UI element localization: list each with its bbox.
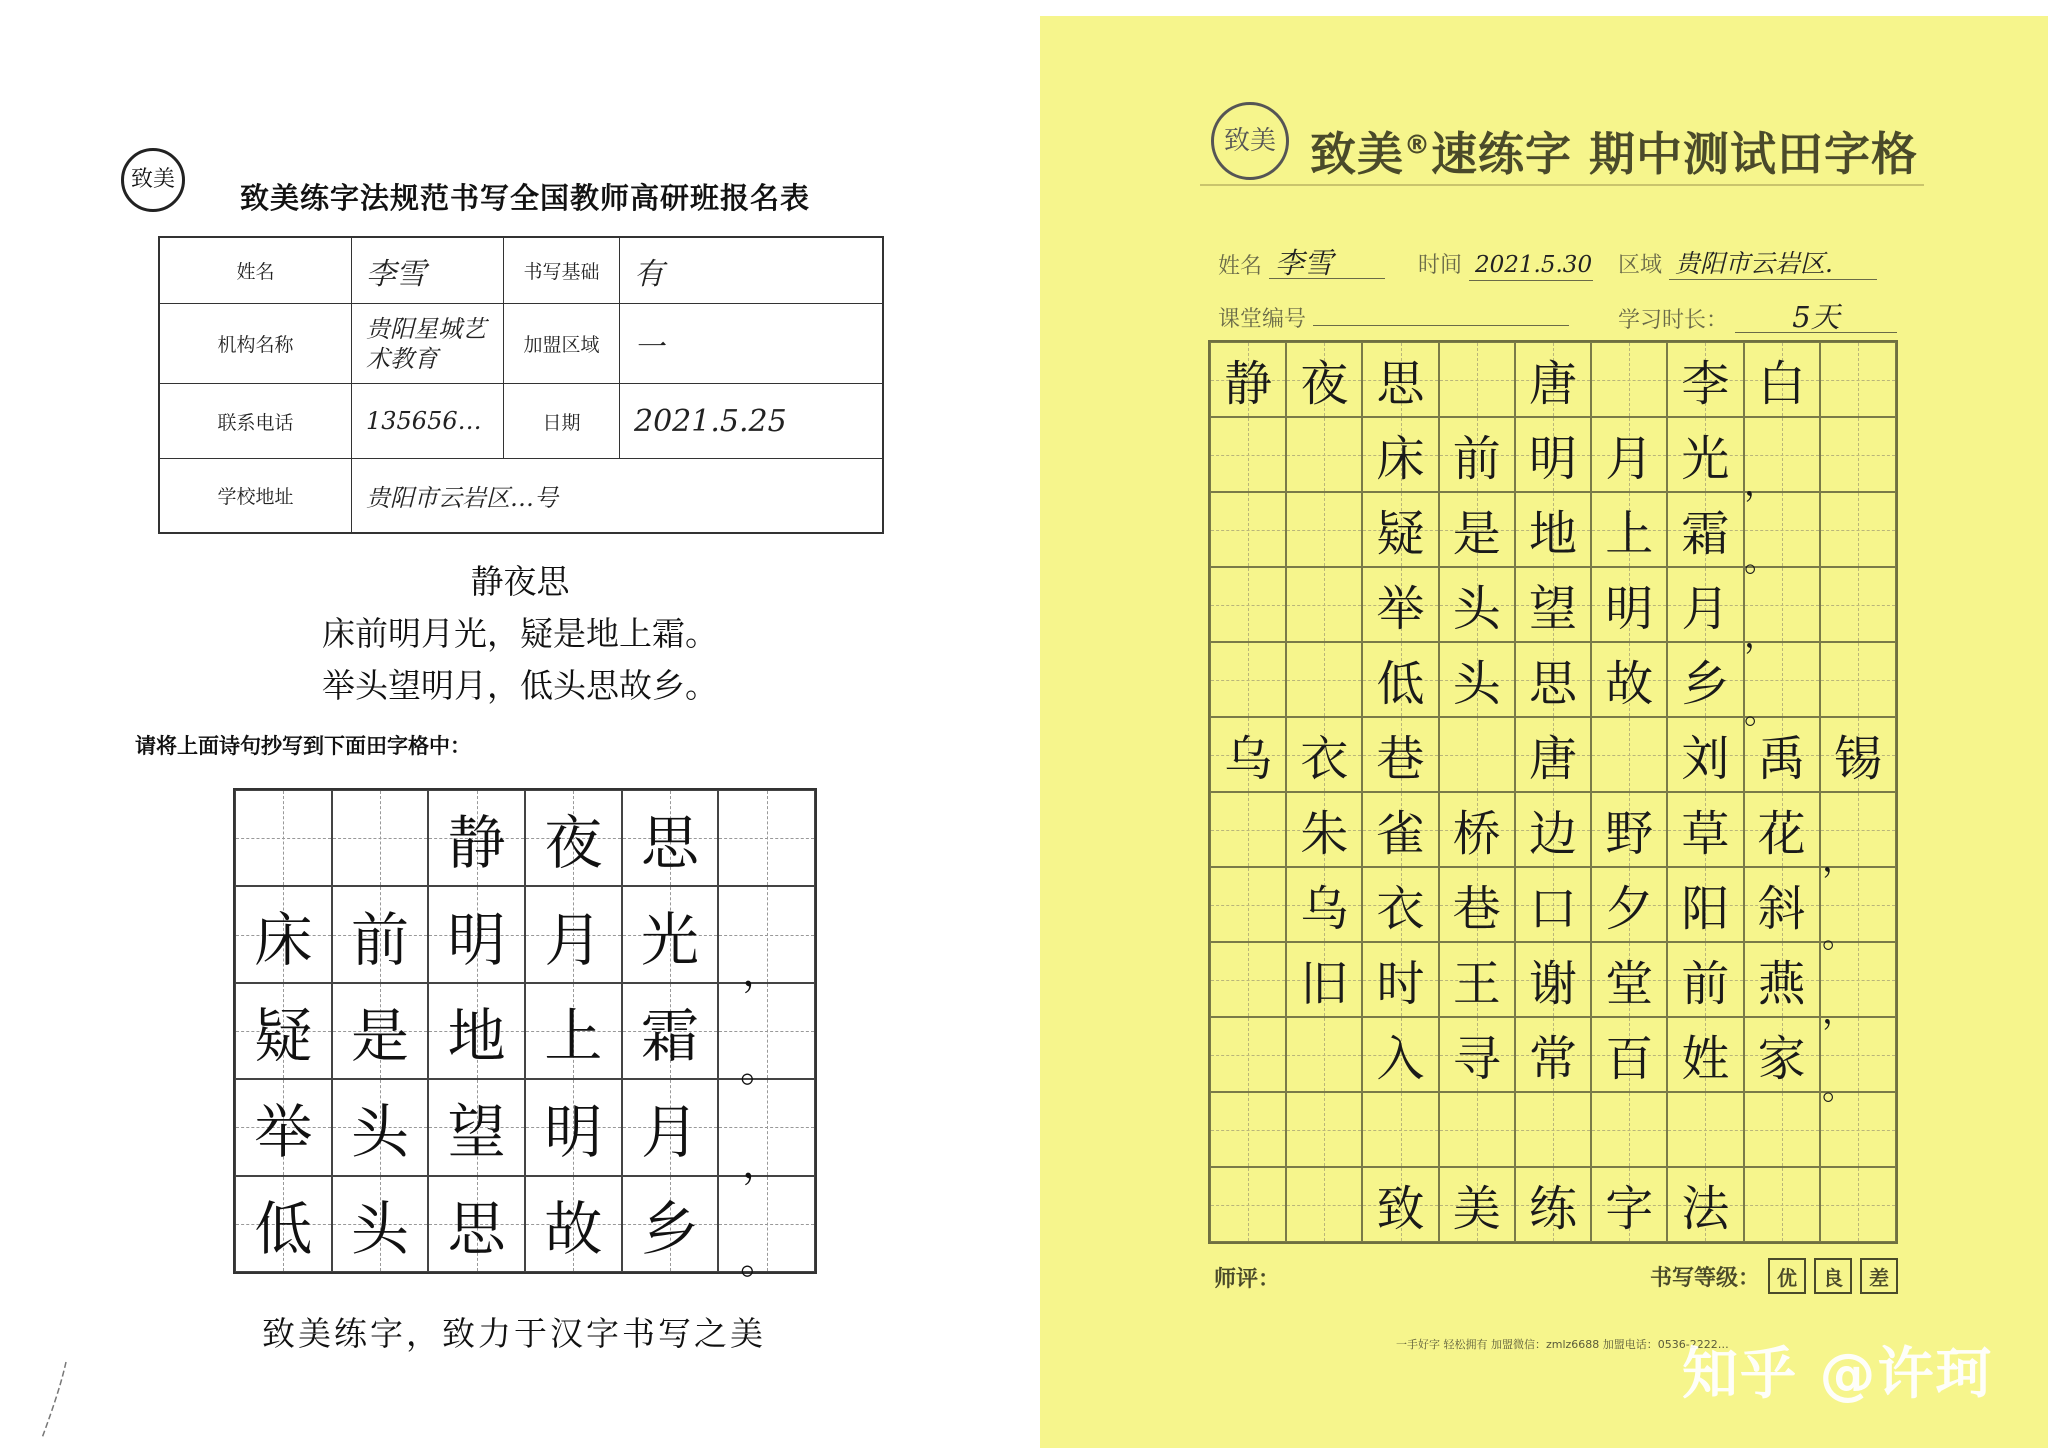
right-grid-cell bbox=[1439, 942, 1515, 1017]
left-punct-4: 。 bbox=[740, 1237, 780, 1283]
title-divider bbox=[1200, 184, 1924, 186]
right-grid-char: 乌 bbox=[1300, 881, 1349, 937]
right-grid-char: 字 bbox=[1605, 1181, 1654, 1237]
right-grid-cell bbox=[1515, 492, 1591, 567]
right-grid-cell bbox=[1591, 1167, 1667, 1242]
basis-label: 书写基础 bbox=[504, 238, 620, 304]
right-grid-cell bbox=[1362, 1017, 1438, 1092]
exam-time-label: 时间 bbox=[1418, 253, 1463, 278]
right-grid-char: 前 bbox=[1681, 956, 1730, 1012]
right-grid-char: 边 bbox=[1528, 806, 1577, 862]
right-grid-char: 朱 bbox=[1300, 806, 1349, 862]
right-grid-cell bbox=[1744, 867, 1820, 942]
right-grid-cell bbox=[1744, 1167, 1820, 1242]
right-grid-cell bbox=[1667, 567, 1743, 642]
right-grid-char: 月 bbox=[1681, 581, 1730, 637]
left-grid-cell bbox=[332, 1079, 429, 1175]
copy-instruction: 请将上面诗句抄写到下面田字格中： bbox=[135, 733, 471, 758]
right-punct-3: ， bbox=[1744, 616, 1778, 656]
right-grid-cell bbox=[1667, 342, 1743, 417]
right-grid-char: 美 bbox=[1452, 1181, 1501, 1237]
right-grid-cell bbox=[1286, 717, 1362, 792]
right-grid-cell bbox=[1362, 1167, 1438, 1242]
right-grid-char: 低 bbox=[1376, 656, 1425, 712]
exam-region-label: 区域 bbox=[1618, 253, 1663, 278]
exam-name-label: 姓名 bbox=[1218, 254, 1263, 279]
poem-line-1: 床前明月光，疑是地上霜。 bbox=[322, 614, 718, 653]
right-grid-char: 入 bbox=[1376, 1031, 1425, 1087]
right-grid-cell bbox=[1744, 1092, 1820, 1167]
exam-footer: 一手好字 轻松拥有 加盟微信：zmlz6688 加盟电话：0536-2222… bbox=[1396, 1338, 1729, 1351]
right-grid-char: 巷 bbox=[1452, 881, 1501, 937]
right-grid-cell bbox=[1591, 492, 1667, 567]
right-grid-cell bbox=[1286, 567, 1362, 642]
right-grid-char: 谢 bbox=[1528, 956, 1577, 1012]
right-grid-char: 白 bbox=[1757, 356, 1806, 412]
registered-mark: ® bbox=[1404, 130, 1431, 161]
right-grid-cell bbox=[1667, 942, 1743, 1017]
right-grid-cell bbox=[1210, 717, 1286, 792]
study-duration-field bbox=[1618, 302, 1897, 334]
left-grid-cell bbox=[525, 1079, 622, 1175]
right-grid-cell bbox=[1439, 342, 1515, 417]
right-grid-char: 夕 bbox=[1605, 881, 1654, 937]
left-grid-cell bbox=[525, 886, 622, 982]
left-grid-cell bbox=[428, 886, 525, 982]
address-label: 学校地址 bbox=[160, 459, 352, 532]
right-grid-cell bbox=[1286, 942, 1362, 1017]
right-grid-cell bbox=[1362, 942, 1438, 1017]
left-grid-char: 静 bbox=[447, 809, 506, 878]
right-grid-char: 地 bbox=[1528, 506, 1577, 562]
exam-name-value: 李雪 bbox=[1269, 248, 1385, 279]
right-grid-char: 草 bbox=[1681, 806, 1730, 862]
right-grid-cell bbox=[1362, 717, 1438, 792]
right-grid-cell bbox=[1591, 417, 1667, 492]
left-grid-cell bbox=[622, 886, 719, 982]
class-number-value bbox=[1313, 325, 1569, 326]
right-grid-cell bbox=[1515, 1092, 1591, 1167]
right-grid-cell bbox=[1744, 792, 1820, 867]
right-grid-char: 月 bbox=[1605, 431, 1654, 487]
right-grid-cell bbox=[1820, 567, 1896, 642]
seal-text: 致美 bbox=[130, 167, 175, 192]
left-grid-char: 头 bbox=[350, 1098, 409, 1167]
right-grid-cell bbox=[1439, 1017, 1515, 1092]
left-grid-char: 头 bbox=[350, 1194, 409, 1263]
left-grid-cell bbox=[235, 1176, 332, 1272]
right-grid-cell bbox=[1210, 1017, 1286, 1092]
left-grid-cell bbox=[428, 1079, 525, 1175]
right-grid-cell bbox=[1515, 642, 1591, 717]
grade-selector bbox=[1650, 1258, 1898, 1294]
right-grid-cell bbox=[1820, 342, 1896, 417]
right-grid-char: 乌 bbox=[1224, 731, 1273, 787]
right-grid-char: 寻 bbox=[1452, 1031, 1501, 1087]
right-grid-char: 口 bbox=[1528, 881, 1577, 937]
pencil-stroke-mark bbox=[36, 1360, 76, 1440]
left-grid-char: 月 bbox=[544, 905, 603, 974]
right-grid-cell bbox=[1515, 1167, 1591, 1242]
left-grid-cell bbox=[622, 790, 719, 886]
right-grid-cell bbox=[1439, 567, 1515, 642]
right-grid-cell bbox=[1210, 1092, 1286, 1167]
right-grid-cell bbox=[1820, 492, 1896, 567]
right-grid-cell bbox=[1439, 417, 1515, 492]
right-grid-char: 唐 bbox=[1528, 731, 1577, 787]
left-grid-char: 思 bbox=[447, 1194, 506, 1263]
right-grid-char: 王 bbox=[1452, 956, 1501, 1012]
phone-value: 135656… bbox=[352, 384, 504, 459]
exam-region-field bbox=[1618, 248, 1877, 280]
right-grid-cell bbox=[1439, 642, 1515, 717]
left-grid-char: 故 bbox=[544, 1194, 603, 1263]
left-grid-cell bbox=[428, 790, 525, 886]
right-grid-cell bbox=[1286, 792, 1362, 867]
left-grid-cell bbox=[332, 886, 429, 982]
right-grid-char: 法 bbox=[1681, 1181, 1730, 1237]
right-grid-cell bbox=[1210, 567, 1286, 642]
left-grid-char: 思 bbox=[640, 809, 699, 878]
right-grid-cell bbox=[1286, 492, 1362, 567]
right-grid-cell bbox=[1515, 342, 1591, 417]
right-grid-char: 举 bbox=[1376, 581, 1425, 637]
right-grid-cell bbox=[1210, 342, 1286, 417]
left-grid-cell bbox=[332, 790, 429, 886]
right-grid-char: 斜 bbox=[1757, 881, 1806, 937]
right-grid-cell bbox=[1515, 867, 1591, 942]
right-grid-char: 静 bbox=[1224, 356, 1273, 412]
left-grid-char: 上 bbox=[544, 1001, 603, 1070]
right-grid-cell bbox=[1820, 417, 1896, 492]
left-grid-cell bbox=[525, 790, 622, 886]
right-grid-cell bbox=[1210, 417, 1286, 492]
right-grid-char: 唐 bbox=[1528, 356, 1577, 412]
left-grid-cell bbox=[525, 983, 622, 1079]
left-grid-char: 地 bbox=[447, 1001, 506, 1070]
exam-time-value: 2021.5.30 bbox=[1469, 250, 1593, 281]
address-value: 贵阳市云岩区…号 bbox=[366, 484, 558, 512]
right-grid-cell bbox=[1210, 792, 1286, 867]
left-punct-2: 。 bbox=[740, 1045, 780, 1091]
right-grid-char: 花 bbox=[1757, 806, 1806, 862]
right-punct-8: 。 bbox=[1822, 1068, 1856, 1108]
right-grid-cell bbox=[1591, 792, 1667, 867]
right-grid-char: 思 bbox=[1376, 356, 1425, 412]
poem-line-2: 举头望明月，低头思故乡。 bbox=[322, 666, 718, 705]
right-grid-cell bbox=[1591, 1092, 1667, 1167]
right-grid-cell bbox=[1591, 342, 1667, 417]
exam-name-field bbox=[1218, 248, 1385, 280]
right-grid-cell bbox=[1591, 1017, 1667, 1092]
right-grid-char: 思 bbox=[1528, 656, 1577, 712]
class-number-label: 课堂编号 bbox=[1218, 307, 1307, 332]
left-grid-cell bbox=[235, 886, 332, 982]
right-grid-char: 头 bbox=[1452, 581, 1501, 637]
right-grid-char: 野 bbox=[1605, 806, 1654, 862]
right-grid-cell bbox=[1439, 717, 1515, 792]
right-punct-6: 。 bbox=[1822, 916, 1856, 956]
right-grid-char: 燕 bbox=[1757, 956, 1806, 1012]
right-grid-char: 床 bbox=[1376, 431, 1425, 487]
region-label: 加盟区域 bbox=[504, 304, 620, 384]
right-grid-cell bbox=[1515, 567, 1591, 642]
right-grid-char: 故 bbox=[1605, 656, 1654, 712]
study-duration-value: 5天 bbox=[1735, 302, 1897, 333]
right-punct-5: ， bbox=[1822, 840, 1856, 880]
right-seal-text: 致美 bbox=[1223, 126, 1276, 156]
left-motto: 致美练字，致力于汉字书写之美 bbox=[262, 1314, 766, 1353]
right-grid-cell bbox=[1362, 792, 1438, 867]
left-grid-char: 明 bbox=[544, 1098, 603, 1167]
left-grid-char: 霜 bbox=[640, 1001, 699, 1070]
right-grid-cell bbox=[1286, 867, 1362, 942]
right-grid-char: 时 bbox=[1376, 956, 1425, 1012]
org-label: 机构名称 bbox=[160, 304, 352, 384]
right-punct-2: 。 bbox=[1744, 540, 1778, 580]
right-grid-cell bbox=[1362, 1092, 1438, 1167]
right-grid-cell bbox=[1210, 1167, 1286, 1242]
right-punct-7: ， bbox=[1822, 992, 1856, 1032]
grade-good: 良 bbox=[1814, 1258, 1852, 1294]
right-grid-cell bbox=[1667, 1017, 1743, 1092]
right-grid-cell bbox=[1667, 792, 1743, 867]
right-grid-cell bbox=[1591, 567, 1667, 642]
teacher-comment-label: 师评： bbox=[1214, 1267, 1281, 1292]
right-grid-cell bbox=[1591, 942, 1667, 1017]
right-grid-char: 李 bbox=[1681, 356, 1730, 412]
left-grid-char: 举 bbox=[254, 1098, 313, 1167]
right-grid-cell bbox=[1210, 867, 1286, 942]
right-grid-cell bbox=[1362, 342, 1438, 417]
right-grid-cell bbox=[1667, 1167, 1743, 1242]
left-grid-char: 光 bbox=[640, 905, 699, 974]
left-grid-char: 前 bbox=[350, 905, 409, 974]
right-grid-char: 望 bbox=[1528, 581, 1577, 637]
right-grid-cell bbox=[1286, 417, 1362, 492]
right-grid-char: 衣 bbox=[1376, 881, 1425, 937]
registration-form-table bbox=[158, 236, 884, 534]
right-punct-4: 。 bbox=[1744, 692, 1778, 732]
right-grid-char: 禹 bbox=[1757, 731, 1806, 787]
left-punct-1: ， bbox=[742, 949, 782, 995]
left-grid-char: 夜 bbox=[544, 809, 603, 878]
right-grid-cell bbox=[1439, 867, 1515, 942]
title-rest: 速练字 期中测试田字格 bbox=[1431, 127, 1919, 181]
right-grid-cell bbox=[1667, 717, 1743, 792]
zhimei-seal-logo-right bbox=[1211, 102, 1289, 180]
right-grid-char: 堂 bbox=[1605, 956, 1654, 1012]
right-punct-1: ， bbox=[1744, 464, 1778, 504]
right-grid-cell bbox=[1667, 1092, 1743, 1167]
right-grid-cell bbox=[1362, 417, 1438, 492]
left-grid-char: 望 bbox=[447, 1098, 506, 1167]
right-grid-cell bbox=[1591, 642, 1667, 717]
left-grid-cell bbox=[622, 983, 719, 1079]
right-grid-cell bbox=[1286, 342, 1362, 417]
printed-poem bbox=[230, 556, 810, 712]
right-grid-char: 疑 bbox=[1376, 506, 1425, 562]
left-grid-char: 疑 bbox=[254, 1001, 313, 1070]
right-grid-cell bbox=[1362, 867, 1438, 942]
left-grid-cell bbox=[235, 983, 332, 1079]
right-grid-cell bbox=[1439, 492, 1515, 567]
right-grid-char: 旧 bbox=[1300, 956, 1349, 1012]
right-grid-char: 霜 bbox=[1681, 506, 1730, 562]
right-grid-cell bbox=[1820, 642, 1896, 717]
left-grid-cell bbox=[235, 790, 332, 886]
left-grid-cell bbox=[428, 1176, 525, 1272]
right-grid-cell bbox=[1210, 942, 1286, 1017]
right-grid-char: 练 bbox=[1528, 1181, 1577, 1237]
right-grid-char: 桥 bbox=[1452, 806, 1501, 862]
right-grid-cell bbox=[1515, 942, 1591, 1017]
right-grid-char: 雀 bbox=[1376, 806, 1425, 862]
right-grid-cell bbox=[1591, 867, 1667, 942]
left-grid-cell bbox=[235, 1079, 332, 1175]
right-grid-cell bbox=[1667, 867, 1743, 942]
left-grid-char: 床 bbox=[254, 905, 313, 974]
zhihu-watermark: 知乎 @许珂 bbox=[1682, 1342, 1994, 1407]
right-grid-cell bbox=[1286, 642, 1362, 717]
left-grid-cell bbox=[622, 1079, 719, 1175]
right-grid-cell bbox=[1667, 417, 1743, 492]
left-tianzige-grid bbox=[233, 788, 817, 1274]
right-grid-char: 百 bbox=[1605, 1031, 1654, 1087]
right-grid-cell bbox=[1744, 342, 1820, 417]
right-grid-char: 常 bbox=[1528, 1031, 1577, 1087]
basis-value: 有 bbox=[620, 238, 882, 304]
right-grid-char: 明 bbox=[1605, 581, 1654, 637]
exam-region-value: 贵阳市云岩区. bbox=[1669, 249, 1877, 280]
right-tianzige-grid bbox=[1208, 340, 1898, 1244]
right-grid-cell bbox=[1667, 492, 1743, 567]
phone-label: 联系电话 bbox=[160, 384, 352, 459]
exam-title bbox=[1310, 118, 1918, 184]
grade-excellent: 优 bbox=[1768, 1258, 1806, 1294]
left-grid-cell bbox=[332, 1176, 429, 1272]
right-grid-cell bbox=[1286, 1167, 1362, 1242]
right-grid-cell bbox=[1591, 717, 1667, 792]
right-grid-char: 光 bbox=[1681, 431, 1730, 487]
right-grid-cell bbox=[1362, 492, 1438, 567]
right-grid-char: 前 bbox=[1452, 431, 1501, 487]
class-number-field bbox=[1218, 302, 1569, 333]
left-grid-char: 是 bbox=[350, 1001, 409, 1070]
left-grid-cell bbox=[622, 1176, 719, 1272]
right-grid-char: 巷 bbox=[1376, 731, 1425, 787]
grade-label: 书写等级： bbox=[1650, 1265, 1761, 1291]
right-grid-cell bbox=[1820, 1167, 1896, 1242]
registration-title: 致美练字法规范书写全国教师高研班报名表 bbox=[240, 181, 811, 215]
right-grid-char: 阳 bbox=[1681, 881, 1730, 937]
right-grid-char: 致 bbox=[1376, 1181, 1425, 1237]
poem-title: 静夜思 bbox=[470, 562, 570, 601]
right-grid-char: 是 bbox=[1452, 506, 1501, 562]
right-grid-char: 锡 bbox=[1833, 731, 1882, 787]
right-grid-cell bbox=[1286, 1017, 1362, 1092]
left-grid-cell bbox=[525, 1176, 622, 1272]
right-grid-char: 姓 bbox=[1681, 1031, 1730, 1087]
right-grid-char: 头 bbox=[1452, 656, 1501, 712]
exam-time-field bbox=[1418, 248, 1593, 281]
right-grid-cell bbox=[1286, 1092, 1362, 1167]
grade-poor: 差 bbox=[1860, 1258, 1898, 1294]
right-grid-char: 明 bbox=[1528, 431, 1577, 487]
right-grid-char: 刘 bbox=[1681, 731, 1730, 787]
org-value: 贵阳星城艺术教育 bbox=[352, 304, 504, 384]
right-grid-cell bbox=[1744, 1017, 1820, 1092]
right-grid-cell bbox=[1515, 717, 1591, 792]
left-grid-char: 明 bbox=[447, 905, 506, 974]
right-grid-cell bbox=[1515, 1017, 1591, 1092]
left-grid-char: 低 bbox=[254, 1194, 313, 1263]
zhimei-seal-logo bbox=[121, 148, 185, 212]
name-label: 姓名 bbox=[160, 238, 352, 304]
right-grid-cell bbox=[1439, 792, 1515, 867]
left-grid-cell bbox=[428, 983, 525, 1079]
right-grid-cell bbox=[1439, 1092, 1515, 1167]
left-grid-cell bbox=[332, 983, 429, 1079]
left-grid-char: 月 bbox=[640, 1098, 699, 1167]
right-grid-char: 乡 bbox=[1681, 656, 1730, 712]
right-grid-cell bbox=[1515, 417, 1591, 492]
right-grid-char: 上 bbox=[1605, 506, 1654, 562]
right-grid-cell bbox=[1362, 642, 1438, 717]
right-grid-cell bbox=[1210, 492, 1286, 567]
right-grid-cell bbox=[1744, 942, 1820, 1017]
right-grid-cell bbox=[1439, 1167, 1515, 1242]
right-grid-char: 家 bbox=[1757, 1031, 1806, 1087]
right-grid-cell bbox=[1362, 567, 1438, 642]
right-grid-char: 衣 bbox=[1300, 731, 1349, 787]
right-grid-cell bbox=[1210, 642, 1286, 717]
title-brand: 致美 bbox=[1310, 127, 1404, 181]
name-value: 李雪 bbox=[352, 238, 504, 304]
region-value: 一 bbox=[620, 304, 882, 384]
date-value: 2021.5.25 bbox=[620, 384, 882, 459]
study-duration-label: 学习时长： bbox=[1618, 308, 1729, 333]
right-grid-char: 夜 bbox=[1300, 356, 1349, 412]
date-label: 日期 bbox=[504, 384, 620, 459]
right-grid-cell bbox=[1667, 642, 1743, 717]
left-grid-char: 乡 bbox=[640, 1194, 699, 1263]
left-grid-cell bbox=[718, 790, 815, 886]
left-punct-3: ， bbox=[742, 1141, 782, 1187]
right-grid-cell bbox=[1515, 792, 1591, 867]
right-grid-cell bbox=[1820, 717, 1896, 792]
